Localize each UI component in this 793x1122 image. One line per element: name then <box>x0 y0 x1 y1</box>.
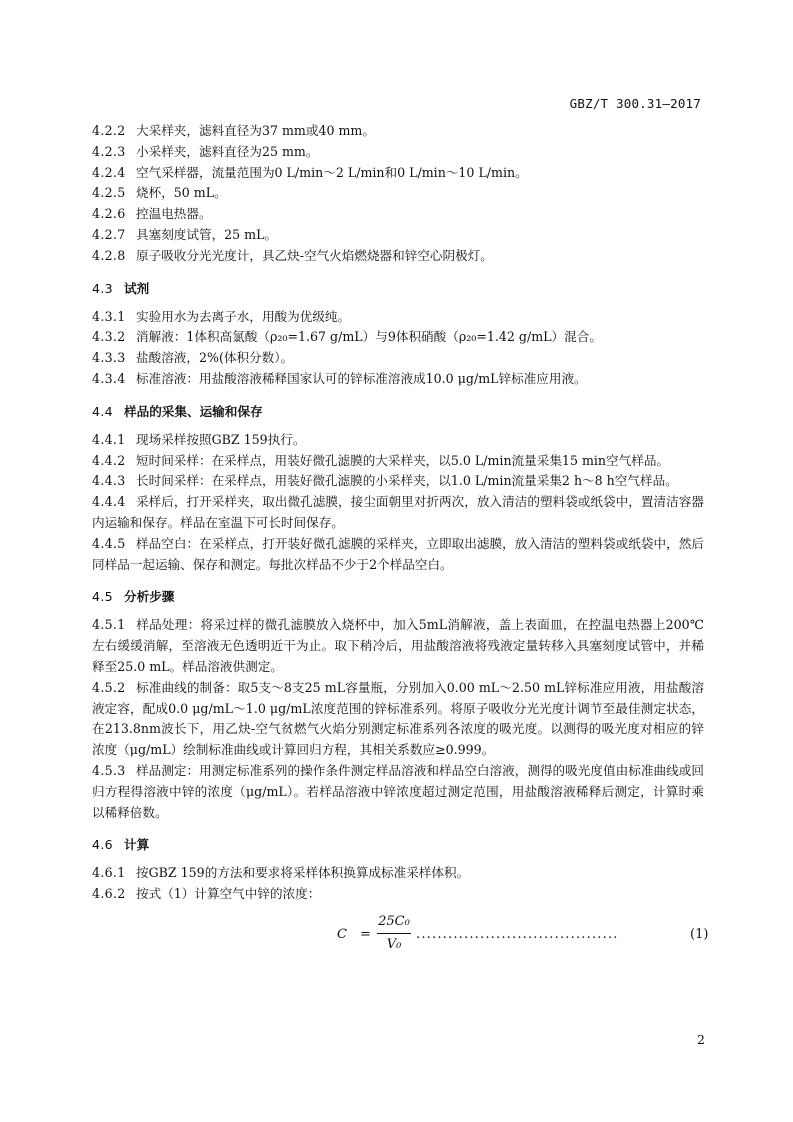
clause <box>92 183 704 204</box>
clause-number: 4.5.2 <box>92 679 126 695</box>
formula-equals: = <box>360 926 371 942</box>
clause <box>92 246 704 267</box>
clause-text: 标准溶液：用盐酸溶液稀释国家认可的锌标准溶液成10.0 μg/mL锌标准应用液。 <box>136 370 587 386</box>
clause-text: 控温电热器。 <box>136 206 212 222</box>
clause <box>92 348 704 369</box>
clause <box>92 369 704 390</box>
clause-number: 4.6.2 <box>92 886 126 902</box>
section-heading-sampling <box>92 402 704 422</box>
clause <box>92 451 704 472</box>
clause <box>92 761 704 823</box>
clause-number: 4.5.3 <box>92 762 126 778</box>
formula-fraction <box>377 913 411 954</box>
clause-text: 空气采样器，流量范围为0 L/min～2 L/min和0 L/min～10 L/min。 <box>136 164 528 180</box>
clause-number: 4.5.1 <box>92 617 126 633</box>
section-heading-calculation <box>92 835 704 855</box>
clause-text: 按GBZ 159的方法和要求将采样体积换算成标准采样体积。 <box>136 865 470 881</box>
clause-number: 4.2.4 <box>92 164 126 180</box>
clause <box>92 678 704 761</box>
formula-1 <box>92 913 709 963</box>
clause <box>92 884 704 905</box>
clause-text: 现场采样按照GBZ 159执行。 <box>136 431 306 447</box>
clause-number: 4.4.4 <box>92 494 126 510</box>
clause <box>92 430 704 451</box>
clause-text: 样品测定：用测定标准系列的操作条件测定样品溶液和样品空白溶液，测得的吸光度值由标准曲线或回归方程得溶液中锌的浓度（μg/mL）。若样品溶液中锌浓度超过测定范围，用盐酸溶液稀释后测定，计算时乘以稀释倍数。 <box>92 762 704 820</box>
clause-number: 4.4.3 <box>92 473 126 489</box>
clause-text: 消解液：1体积高氯酸（ρ₂₀=1.67 g/mL）与9体积硝酸（ρ₂₀=1.42 g/mL）混合。 <box>136 329 602 345</box>
clause <box>92 534 704 576</box>
clause <box>92 471 704 492</box>
section-title: 计算 <box>124 837 150 853</box>
clause <box>92 142 704 163</box>
clause-number: 4.6.1 <box>92 865 126 881</box>
formula-label: (1) <box>690 926 709 942</box>
clause-text: 按式（1）计算空气中锌的浓度： <box>136 886 321 902</box>
clause-number: 4.4.5 <box>92 535 126 551</box>
clause-number: 4.3.4 <box>92 370 126 386</box>
clause <box>92 163 704 184</box>
standard-number: GBZ/T 300.31—2017 <box>569 96 701 111</box>
clause-text: 短时间采样：在采样点，用装好微孔滤膜的大采样夹，以5.0 L/min流量采集15 min空气样品。 <box>136 452 670 468</box>
clause-number: 4.2.6 <box>92 206 126 222</box>
clause-number: 4.2.8 <box>92 247 126 263</box>
clause-text: 原子吸收分光光度计，具乙炔-空气火焰燃烧器和锌空心阴极灯。 <box>136 247 493 263</box>
clause-number: 4.3.3 <box>92 350 126 366</box>
reagents-list <box>92 307 704 390</box>
section-heading-reagents <box>92 279 704 299</box>
clause <box>92 204 704 225</box>
clause <box>92 307 704 328</box>
sampling-list <box>92 430 704 576</box>
formula-leader-dots: ...................................... <box>416 926 619 942</box>
clause-text: 样品处理：将采过样的微孔滤膜放入烧杯中，加入5mL消解液，盖上表面皿，在控温电热器上200℃左右缓缓消解，至溶液无色透明近干为止。取下稍冷后，用盐酸溶液将残液定量转移入具塞刻度试管中，并稀释至25.0 mL。样品溶液供测定。 <box>92 617 704 674</box>
fraction-bar <box>377 933 411 934</box>
clause-number: 4.3.2 <box>92 329 126 345</box>
document-body <box>92 121 709 963</box>
page-number: 2 <box>697 1032 705 1047</box>
clause-text: 标准曲线的制备：取5支～8支25 mL容量瓶，分别加入0.00 mL～2.50 mL锌标准应用液，用盐酸溶液定容，配成0.0 μg/mL～1.0 μg/mL浓度范围的锌标准系列。将原子吸收分光光度计调节至最佳测定状态，在213.8nm波长下，用乙炔-空气贫燃气火焰分别测定标准系列各浓度的吸光度。以测得的吸光度对相应的锌浓度（μg/mL）绘制标准曲线或计算回归方程，其相关系数应≥0.999。 <box>92 679 704 758</box>
clause-number: 4.3.1 <box>92 308 126 324</box>
clause-number: 4.2.3 <box>92 143 126 159</box>
section-number: 4.5 <box>92 589 113 605</box>
clause-text: 小采样夹，滤料直径为25 mm。 <box>136 143 319 159</box>
clause <box>92 863 704 884</box>
section-number: 4.3 <box>92 280 113 296</box>
clause <box>92 615 704 677</box>
clause-text: 盐酸溶液，2%(体积分数）。 <box>136 350 294 366</box>
clause-number: 4.4.2 <box>92 452 126 468</box>
section-title: 样品的采集、运输和保存 <box>124 403 263 419</box>
formula-denominator: V₀ <box>386 936 402 952</box>
clause-text: 长时间采样：在采样点，用装好微孔滤膜的小采样夹，以1.0 L/min流量采集2 h～8 h空气样品。 <box>136 473 678 489</box>
clause <box>92 327 704 348</box>
clause-text: 具塞刻度试管，25 mL。 <box>136 226 278 242</box>
analysis-list <box>92 615 704 823</box>
clause-text: 大采样夹，滤料直径为37 mm或40 mm。 <box>136 123 375 138</box>
formula-numerator: 25C₀ <box>378 913 410 929</box>
clause <box>92 225 704 246</box>
clause-number: 4.2.7 <box>92 226 126 242</box>
clause-text: 采样后，打开采样夹，取出微孔滤膜，接尘面朝里对折两次，放入清洁的塑料袋或纸袋中，置清洁容器内运输和保存。样品在室温下可长时间保存。 <box>92 494 704 530</box>
section-heading-analysis <box>92 587 704 607</box>
equipment-list <box>92 121 704 267</box>
clause-text: 样品空白：在采样点，打开装好微孔滤膜的采样夹，立即取出滤膜，放入清洁的塑料袋或纸袋中，然后同样品一起运输、保存和测定。每批次样品不少于2个样品空白。 <box>92 535 704 572</box>
formula-lhs: C <box>337 926 347 942</box>
clause-number: 4.2.5 <box>92 185 126 201</box>
calculation-list <box>92 863 704 905</box>
clause-text: 实验用水为去离子水，用酸为优级纯。 <box>136 308 351 324</box>
section-title: 分析步骤 <box>124 589 175 605</box>
clause-number: 4.4.1 <box>92 431 126 447</box>
section-number: 4.4 <box>92 403 113 419</box>
clause <box>92 121 704 142</box>
clause <box>92 492 704 534</box>
section-title: 试剂 <box>124 280 150 296</box>
clause-text: 烧杯，50 mL。 <box>136 185 227 201</box>
section-number: 4.6 <box>92 837 113 853</box>
clause-number: 4.2.2 <box>92 123 126 138</box>
